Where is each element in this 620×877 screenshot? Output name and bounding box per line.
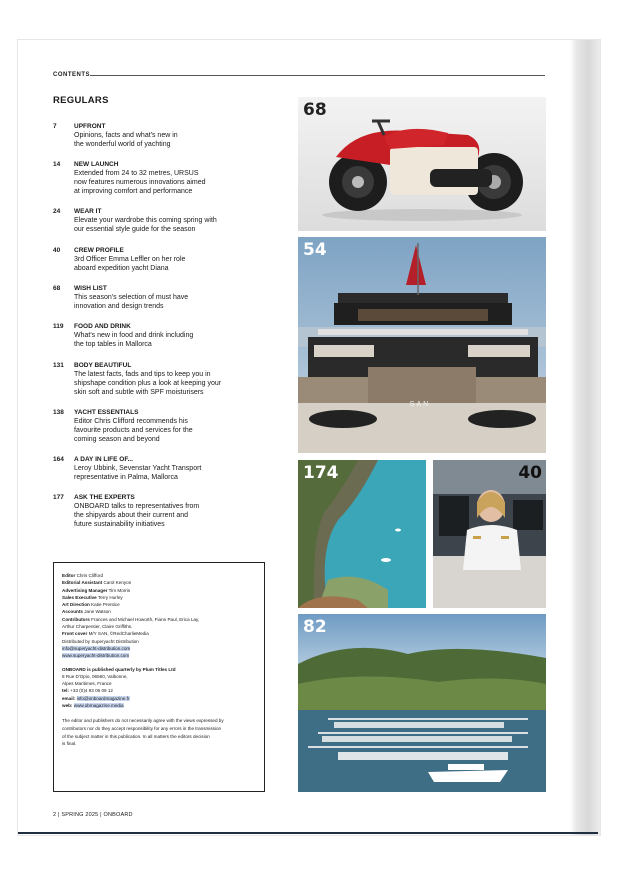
credit-value: Chris Clifford xyxy=(76,573,104,578)
toc-title: BODY BEAUTIFUL xyxy=(74,362,132,369)
credit-value: Jane Watson xyxy=(84,609,111,615)
toc-page-number: 68 xyxy=(53,285,61,292)
toc-description: What's new in food and drink including the top tables in Mallorca xyxy=(74,332,194,348)
toc-page-number: 119 xyxy=(53,323,64,330)
page-ref-174: 174 xyxy=(303,463,339,483)
credit-label: Sales Executive xyxy=(62,594,97,600)
contents-rule xyxy=(90,75,545,76)
toc-title: A DAY IN LIFE OF... xyxy=(74,456,133,463)
toc-page-number: 177 xyxy=(53,494,64,501)
disclaimer-text: The editor and publishers do not necessarily agree with the views expressed by contributors nor do they accept responsibility for any errors in the transmission of the subject matter in this publication. In all matters the editors decision is final. xyxy=(62,718,224,747)
publisher-line: ONBOARD is published quarterly by Plum Titles Ltd xyxy=(62,666,176,672)
photo-motorcycle[interactable] xyxy=(298,97,546,231)
credit-value: Carol Kenyon xyxy=(103,580,132,586)
page-footer: 2 | SPRING 2025 | ONBOARD xyxy=(53,812,133,818)
toc-description: Extended from 24 to 32 metres, URSUS now features numerous innovations aimed at improving comfort and performance xyxy=(74,170,206,195)
bottom-rule xyxy=(18,832,598,834)
marina-illustration xyxy=(298,614,546,792)
credit-label: Editor xyxy=(62,573,76,578)
yacht-stern-illustration xyxy=(298,237,546,453)
toc-title: NEW LAUNCH xyxy=(74,161,119,168)
toc-description: The latest facts, fads and tips to keep you in shipshape condition plus a look at keeping your skin soft and subtle with SPF moisturisers xyxy=(74,371,222,396)
motorcycle-illustration xyxy=(298,97,546,231)
toc-description: This season's selection of must have innovation and design trends xyxy=(74,294,189,310)
photo-marina[interactable] xyxy=(298,614,546,792)
toc-page-number: 24 xyxy=(53,208,61,215)
web-label: web: xyxy=(62,703,73,709)
credit-label: Accounts xyxy=(62,609,83,615)
yacht-name-text: SAN xyxy=(409,401,431,408)
page-ref-82: 82 xyxy=(303,617,327,637)
credit-label: Editorial Assistant xyxy=(62,580,103,586)
credit-value: Arthur Charpentier, Claire Griffiths. xyxy=(62,624,133,630)
toc-title: WEAR IT xyxy=(74,208,102,215)
web-link[interactable]: www.obmagazine.media xyxy=(73,703,124,709)
toc-page-number: 164 xyxy=(53,456,64,463)
page-ref-68: 68 xyxy=(303,100,327,120)
distributor-web-link[interactable]: www.superyacht-distribution.com xyxy=(62,653,130,659)
photo-yacht-stern[interactable] xyxy=(298,237,546,453)
contents-label: CONTENTS xyxy=(53,72,90,78)
distributor-email-link[interactable]: info@superyacht-distribution.com xyxy=(62,645,131,651)
credit-value: M/Y SAN, ©RedCharlieMedia xyxy=(88,631,149,637)
credit-label: Advertising Manager xyxy=(62,587,108,593)
toc-description: 3rd Officer Emma Leffler on her role aboard expedition yacht Diana xyxy=(74,256,186,272)
photo-coastline[interactable] xyxy=(298,460,426,608)
toc-description: Editor Chris Clifford recommends his favourite products and services for the coming season and beyond xyxy=(74,418,193,443)
credit-value: Frances and Michael Howorth, Fiann Paul, Erica Lay, xyxy=(91,616,200,622)
toc-page-number: 131 xyxy=(53,362,64,369)
page-ref-40: 40 xyxy=(518,463,542,483)
credit-value: Terry Hurley xyxy=(97,594,123,600)
toc-title: ASK THE EXPERTS xyxy=(74,494,135,501)
tel-value: +33 (0)4 93 06 09 12 xyxy=(70,688,113,694)
address-line: 8 Rue D'Opio, 06560, Valbonne, xyxy=(62,673,128,679)
toc-title: YACHT ESSENTIALS xyxy=(74,409,139,416)
toc-title: WISH LIST xyxy=(74,285,107,292)
page-edge-shadow xyxy=(570,40,600,835)
page-ref-54: 54 xyxy=(303,240,327,260)
toc-page-number: 40 xyxy=(53,247,61,254)
toc-description: Opinions, facts and what's new in the wonderful world of yachting xyxy=(74,132,178,148)
toc-description: Elevate your wardrobe this coming spring with our essential style guide for the season xyxy=(74,217,217,233)
masthead-credits-box xyxy=(53,562,265,792)
credit-value: Katie Prentice xyxy=(91,602,120,608)
toc-page-number: 138 xyxy=(53,409,64,416)
email-link[interactable]: info@onboardmagazine.fr xyxy=(76,695,130,701)
tel-label: tel: xyxy=(62,688,69,694)
toc-title: UPFRONT xyxy=(74,123,106,130)
credit-label: Art Direction xyxy=(62,602,90,608)
distributor-text: Distributed by Superyacht Distribution xyxy=(62,638,139,644)
credit-label: Contributors xyxy=(62,616,90,622)
address-line: Alpes Maritimes, France xyxy=(62,681,112,687)
toc-title: CREW PROFILE xyxy=(74,247,124,254)
toc-page-number: 7 xyxy=(53,123,57,130)
toc-title: FOOD AND DRINK xyxy=(74,323,131,330)
toc-page-number: 14 xyxy=(53,161,61,168)
email-label: email: xyxy=(62,695,76,701)
credit-value: Tim Morris xyxy=(108,587,131,593)
photo-crew-officer[interactable] xyxy=(433,460,546,608)
section-heading: REGULARS xyxy=(53,95,109,106)
toc-description: Leroy Ubbink, Sevenstar Yacht Transport representative in Palma, Mallorca xyxy=(74,465,202,481)
credit-label: Front cover xyxy=(62,631,88,637)
toc-description: ONBOARD talks to representatives from the shipyards about their current and future sustainability initiatives xyxy=(74,503,200,528)
